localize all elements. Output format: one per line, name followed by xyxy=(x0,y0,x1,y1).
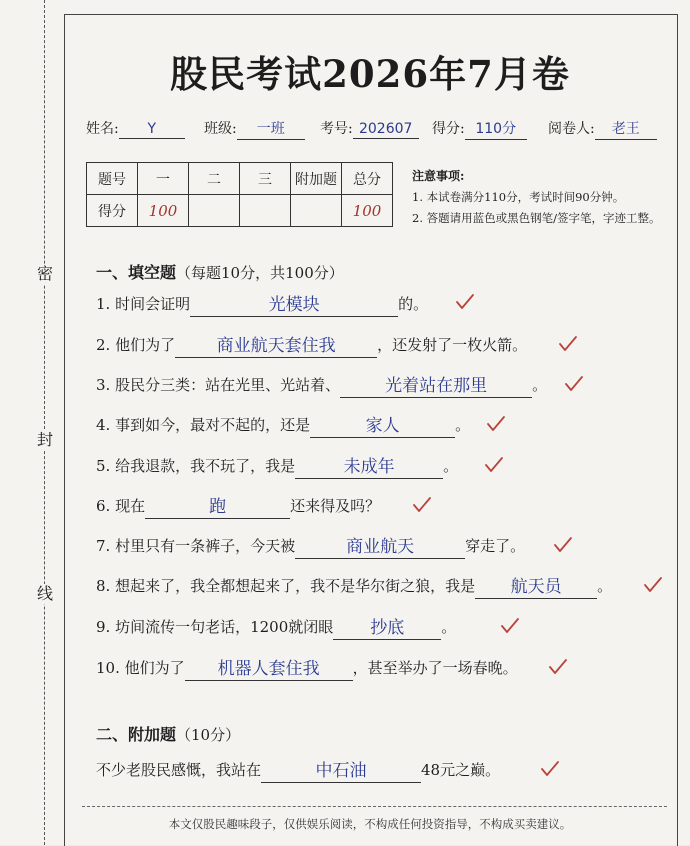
answer-blank: 商业航天套住我 xyxy=(175,335,377,358)
score-table xyxy=(86,162,393,227)
answer-blank: 商业航天 xyxy=(295,536,465,559)
question-text: ，还发射了一枚火箭。 xyxy=(377,336,528,354)
score-table-row-label: 得分 xyxy=(87,195,138,227)
question-text: 穿走了。 xyxy=(465,537,526,555)
question-6 xyxy=(96,493,380,519)
notes-box xyxy=(412,166,661,229)
binding-line xyxy=(44,0,45,845)
answer-blank: 机器人套住我 xyxy=(185,658,353,681)
question-9 xyxy=(96,614,456,640)
check-mark-icon xyxy=(486,415,506,433)
question-8 xyxy=(96,573,612,599)
question-text: 8. 想起来了，我全都想起来了，我不是华尔街之狼，我是 xyxy=(96,577,476,595)
binding-char-mi: 密 xyxy=(36,264,53,283)
grader-value: 老王 xyxy=(595,118,657,140)
score-table-value-row xyxy=(87,195,393,227)
question-text: 7. 村里只有一条裤子，今天被 xyxy=(96,537,296,555)
question-7 xyxy=(96,533,525,559)
question-text: 3. 股民分三类：站在光里、光站着、 xyxy=(96,376,341,394)
question-text: 1. 时间会证明 xyxy=(96,295,191,313)
question-10 xyxy=(96,655,518,681)
check-mark-icon xyxy=(553,536,573,554)
footer-divider xyxy=(82,806,667,807)
id-label: 考号: xyxy=(320,121,353,137)
answer-blank: 家人 xyxy=(310,415,455,438)
check-mark-icon xyxy=(564,375,584,393)
binding-char-feng: 封 xyxy=(36,430,53,449)
check-mark-icon xyxy=(643,576,663,594)
check-mark-icon xyxy=(412,496,432,514)
grader-label: 阅卷人: xyxy=(548,121,595,137)
answer-blank: 光着站在那里 xyxy=(340,375,532,398)
id-value: 202607 xyxy=(353,121,419,139)
class-label: 班级: xyxy=(204,121,237,137)
question-text: 4. 事到如今，最对不起的，还是 xyxy=(96,416,311,434)
check-mark-icon xyxy=(558,335,578,353)
section-1-subtitle: （每题10分，共100分） xyxy=(176,264,344,282)
question-text: 的。 xyxy=(398,295,429,313)
answer-blank: 光模块 xyxy=(190,294,398,317)
question-4 xyxy=(96,412,470,438)
question-1 xyxy=(96,291,428,317)
score-table-header: 题号 xyxy=(87,163,138,195)
section-2-heading xyxy=(96,722,240,745)
name-label: 姓名: xyxy=(86,121,119,137)
question-text: 。 xyxy=(443,457,459,475)
question-2 xyxy=(96,332,527,358)
check-mark-icon xyxy=(455,293,475,311)
question-text: 5. 给我退款，我不玩了，我是 xyxy=(96,457,296,475)
question-text: 。 xyxy=(597,577,613,595)
section-2-subtitle: （10分） xyxy=(176,726,241,744)
score-table-header: 三 xyxy=(240,163,291,195)
exam-title: 股民考试2026年7月卷 xyxy=(170,52,570,96)
question-text: 48元之巅。 xyxy=(421,761,501,779)
question-3 xyxy=(96,372,547,398)
answer-blank: 未成年 xyxy=(295,456,443,479)
name-field xyxy=(86,118,185,139)
score-table-header: 一 xyxy=(138,163,189,195)
check-mark-icon xyxy=(484,456,504,474)
score-value: 110分 xyxy=(465,118,527,140)
grader-field xyxy=(548,118,657,140)
answer-blank: 中石油 xyxy=(261,760,421,783)
score-cell xyxy=(291,195,342,227)
score-table-header: 附加题 xyxy=(291,163,342,195)
section-1-heading xyxy=(96,260,344,283)
section-2-title: 二、附加题 xyxy=(96,725,177,744)
name-value: Y xyxy=(119,121,185,139)
score-label: 得分: xyxy=(432,121,465,137)
question-text: 。 xyxy=(441,618,457,636)
question-text: 9. 坊间流传一句老话，1200就闭眼 xyxy=(96,618,334,636)
section-1-title: 一、填空题 xyxy=(96,263,177,282)
note-item: 2. 答题请用蓝色或黑色钢笔/签字笔，字迹工整。 xyxy=(412,211,661,225)
score-cell xyxy=(240,195,291,227)
question-text: 。 xyxy=(455,416,471,434)
score-table-header: 二 xyxy=(189,163,240,195)
question-text: 10. 他们为了 xyxy=(96,659,185,677)
score-table-header: 总分 xyxy=(342,163,393,195)
binding-char-xian: 线 xyxy=(36,584,53,603)
question-text: 还来得及吗？ xyxy=(290,497,381,515)
question-text: ，甚至举办了一场春晚。 xyxy=(352,659,518,677)
note-item: 1. 本试卷满分110分，考试时间90分钟。 xyxy=(412,190,625,204)
question-text: 6. 现在 xyxy=(96,497,146,515)
answer-blank: 抄底 xyxy=(333,617,441,640)
check-mark-icon xyxy=(500,617,520,635)
score-field xyxy=(432,118,527,140)
id-field xyxy=(320,118,419,139)
score-cell-total: 100 xyxy=(342,195,393,227)
question-text: 不少老股民感慨，我站在 xyxy=(96,761,262,779)
score-table-header-row xyxy=(87,163,393,195)
class-field xyxy=(204,118,305,140)
answer-blank: 航天员 xyxy=(475,576,597,599)
check-mark-icon xyxy=(548,658,568,676)
score-cell xyxy=(189,195,240,227)
bonus-question xyxy=(96,757,500,783)
question-5 xyxy=(96,453,458,479)
class-value: 一班 xyxy=(237,118,305,140)
answer-blank: 跑 xyxy=(145,496,290,519)
check-mark-icon xyxy=(540,760,560,778)
score-cell: 100 xyxy=(138,195,189,227)
question-text: 2. 他们为了 xyxy=(96,336,176,354)
notes-heading: 注意事项: xyxy=(412,169,465,183)
question-text: 。 xyxy=(532,376,548,394)
footer-disclaimer: 本文仅股民趣味段子，仅供娱乐阅读，不构成任何投资指导，不构成买卖建议。 xyxy=(168,817,572,831)
